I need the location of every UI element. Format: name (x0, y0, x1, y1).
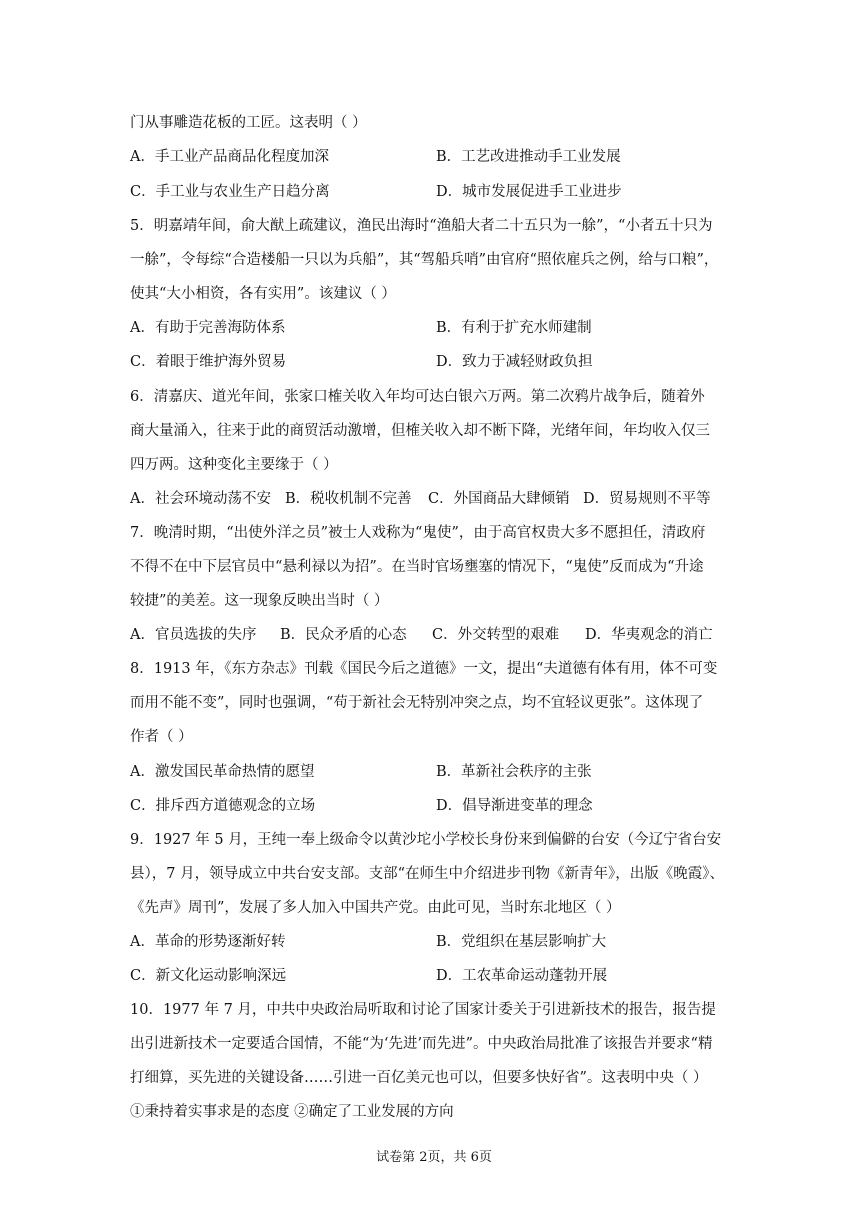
q5-option-d: D．致力于减轻财政负担 (436, 354, 593, 370)
q7-option-b: B．民众矛盾的心态 (280, 627, 407, 643)
q9-option-b: B．党组织在基层影响扩大 (436, 934, 607, 950)
q9-option-a: A．革命的形势逐渐好转 (130, 934, 286, 950)
q10-stem-line: 出引进新技术一定要适合国情，不能“为‘先进’而先进”。中央政治局批准了该报告并要求“精 (130, 1036, 713, 1052)
q6-option-d: D．贸易规则不平等 (583, 491, 711, 507)
q6-stem-line: 四万两。这种变化主要缘于（ ） (130, 457, 338, 473)
q6-option-c: C．外国商品大肆倾销 (428, 491, 570, 507)
q5-option-c: C．着眼于维护海外贸易 (130, 354, 287, 370)
q10-stem-line: 10．1977 年 7 月，中共中央政治局听取和讨论了国家计委关于引进新技术的报告，报告提 (130, 1002, 716, 1018)
q8-option-c: C．排斥西方道德观念的立场 (130, 798, 316, 814)
q9-option-d: D．工农革命运动蓬勃开展 (436, 968, 608, 984)
q4-stem-tail: 门从事雕造花板的工匠。这表明（ ） (130, 115, 367, 131)
q5-option-b: B．有利于扩充水师建制 (436, 320, 592, 336)
q5-stem-line: 一艅”，令每综“合造楼船一只以为兵船”，其“驾船兵哨”由官府“照依雇兵之例，给与口粮”， (130, 252, 719, 268)
q7-stem-line: 较捷”的美差。这一现象反映出当时（ ） (130, 593, 389, 609)
q4-option-a: A．手工业产品商品化程度加深 (130, 149, 329, 165)
q6-option-a: A．社会环境动荡不安 (130, 491, 271, 507)
q5-option-a: A．有助于完善海防体系 (130, 320, 286, 336)
q10-statements: ①秉持着实事求是的态度 ②确定了工业发展的方向 (130, 1104, 454, 1120)
q8-stem-line: 8．1913 年，《东方杂志》刊载《国民今后之道德》一文，提出“夫道德有体有用，体不可变 (130, 661, 718, 677)
q6-option-b: B．税收机制不完善 (285, 491, 412, 507)
q8-stem-line: 作者（ ） (130, 729, 193, 745)
q4-option-d: D．城市发展促进手工业进步 (436, 184, 622, 200)
q8-stem-line: 而用不能不变”，同时也强调，“苟于新社会无特别冲突之点，均不宜轻议更张”。这体现了 (130, 695, 704, 711)
q4-option-b: B．工艺改进推动手工业发展 (436, 149, 621, 165)
q7-stem-line: 不得不在中下层官员中“悬利禄以为招”。在当时官场壅塞的情况下，“鬼使”反而成为“升途 (130, 559, 704, 575)
q8-option-d: D．倡导渐进变革的理念 (436, 798, 593, 814)
q8-option-b: B．革新社会秩序的主张 (436, 764, 592, 780)
q7-option-d: D．华夷观念的消亡 (585, 627, 713, 643)
q7-stem-line: 7．晚清时期，“出使外洋之员”被士人戏称为“鬼使”，由于高官权贵大多不愿担任，清政府 (130, 525, 706, 541)
q9-stem-line: 9．1927 年 5 月，王纯一奉上级命令以黄沙坨小学校长身份来到偏僻的台安（今辽宁省台安 (130, 832, 722, 848)
q5-stem-line: 使其“大小相资，各有实用”。该建议（ ） (130, 286, 396, 302)
q5-stem-line: 5．明嘉靖年间，俞大猷上疏建议，渔民出海时“渔船大者二十五只为一艅”，“小者五十只为 (130, 218, 713, 234)
q9-option-c: C．新文化运动影响深远 (130, 968, 287, 984)
q10-stem-line: 打细算，买先进的关键设备……引进一百亿美元也可以，但要多快好省”。这表明中央（ ） (130, 1070, 708, 1086)
q4-option-c: C．手工业与农业生产日趋分离 (130, 184, 330, 200)
q6-stem-line: 6．清嘉庆、道光年间，张家口榷关收入年均可达白银六万两。第二次鸦片战争后，随着外 (130, 389, 705, 405)
q7-option-a: A．官员选拔的失序 (130, 627, 257, 643)
q7-option-c: C．外交转型的艰难 (432, 627, 560, 643)
q6-stem-line: 商大量涌入，往来于此的商贸活动激增，但榷关收入却不断下降，光绪年间，年均收入仅三 (130, 423, 710, 439)
q9-stem-line: 县），7 月，领导成立中共台安支部。支部“在师生中介绍进步刊物《新青年》，出版《晚霞》、 (130, 866, 724, 882)
q9-stem-line: 《先声》周刊”，发展了多人加入中国共产党。由此可见，当时东北地区（ ） (130, 900, 621, 916)
q8-option-a: A．激发国民革命热情的愿望 (130, 764, 315, 780)
page-footer: 试卷第 2页，共 6页 (376, 1150, 492, 1165)
